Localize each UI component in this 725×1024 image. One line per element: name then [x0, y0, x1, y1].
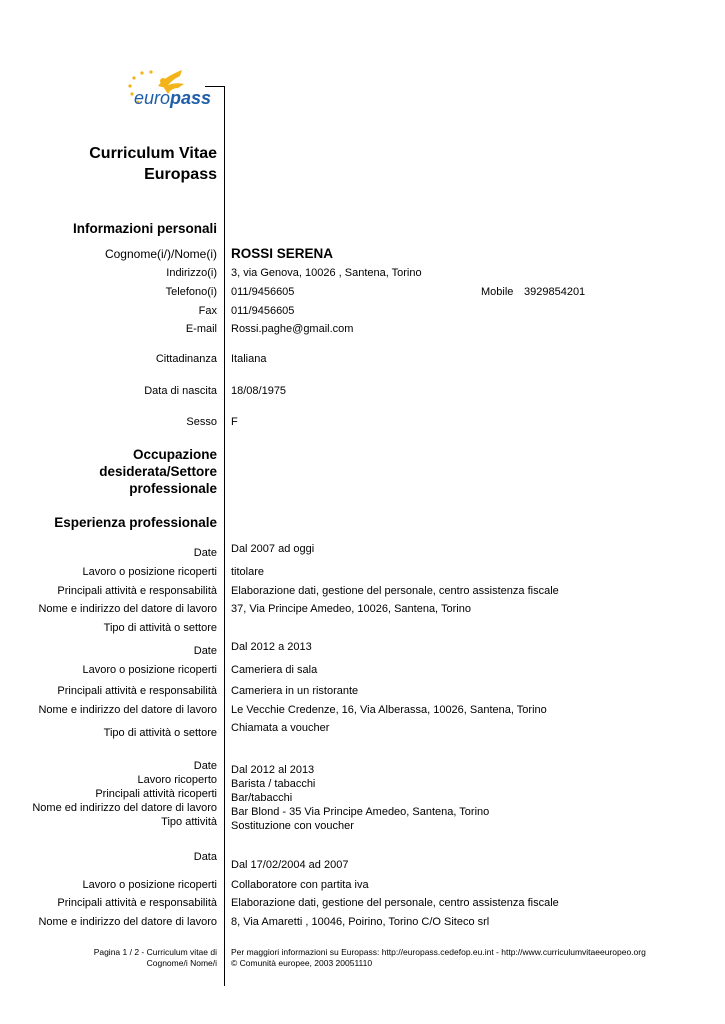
job4-tasks-label: Principali attività e responsabilità [57, 897, 217, 909]
job2-employer-value: Le Vecchie Credenze, 16, Via Alberassa, 10026, Santena, Torino [231, 704, 547, 716]
job4-role-label: Lavoro o posizione ricoperti [82, 879, 217, 891]
job3-tasks-value: Bar/tabacchi [231, 792, 293, 804]
job1-employer-value: 37, Via Principe Amedeo, 10026, Santena, Torino [231, 603, 471, 615]
europass-wordmark [134, 88, 211, 109]
birth-date-label: Data di nascita [144, 385, 217, 397]
job2-tasks-label: Principali attività e responsabilità [57, 685, 217, 697]
footer-links: Per maggiori informazioni su Europass: http://europass.cedefop.eu.int - http://www.curriculumvitaeeuropeo.org [231, 947, 646, 957]
sex-value: F [231, 416, 238, 428]
job1-role-value: titolare [231, 566, 265, 578]
title-line-2: Europass [144, 166, 217, 183]
logo-pass-text: pass [170, 88, 212, 108]
job1-tasks-label: Principali attività e responsabilità [57, 585, 217, 597]
job2-employer-label: Nome e indirizzo del datore di lavoro [38, 704, 217, 716]
job2-type-value: Chiamata a voucher [231, 722, 330, 734]
job1-date-label: Date [193, 547, 217, 559]
page-title [89, 143, 217, 185]
job1-tasks-value: Elaborazione dati, gestione del personale, centro assistenza fiscale [231, 585, 559, 597]
address-value: 3, via Genova, 10026 , Santena, Torino [231, 267, 422, 279]
address-label: Indirizzo(i) [166, 267, 217, 279]
email-value: Rossi.paghe@gmail.com [231, 323, 354, 335]
job4-employer-label: Nome e indirizzo del datore di lavoro [38, 916, 217, 928]
mobile-label: Mobile [481, 286, 514, 298]
job2-date-value: Dal 2012 a 2013 [231, 641, 312, 653]
footer-page-info: Pagina 1 / 2 - Curriculum vitae di [93, 947, 217, 957]
fax-value: 011/9456605 [231, 305, 295, 317]
job4-role-value: Collaboratore con partita iva [231, 879, 369, 891]
job3-tasks-label: Principali attività ricoperti [95, 788, 217, 800]
job4-tasks-value: Elaborazione dati, gestione del personale, centro assistenza fiscale [231, 897, 559, 909]
section-heading-experience: Esperienza professionale [54, 515, 217, 530]
job2-role-label: Lavoro o posizione ricoperti [82, 664, 217, 676]
job4-date-value: Dal 17/02/2004 ad 2007 [231, 859, 349, 871]
footer-right [231, 947, 646, 969]
job1-date-value: Dal 2007 ad oggi [231, 543, 315, 555]
citizenship-value: Italiana [231, 353, 267, 365]
footer-name-info: Cognome/i Nome/i [146, 958, 217, 968]
mobile-value: 3929854201 [524, 286, 586, 298]
job3-employer-value: Bar Blond - 35 Via Principe Amedeo, Santena, Torino [231, 806, 490, 818]
sex-label: Sesso [186, 416, 217, 428]
job2-date-label: Date [193, 645, 217, 657]
section-heading-occupation [99, 446, 217, 497]
job3-employer-label: Nome ed indirizzo del datore di lavoro [32, 802, 217, 814]
footer-left [94, 947, 217, 969]
job3-date-value: Dal 2012 al 2013 [231, 764, 315, 776]
job1-employer-label: Nome e indirizzo del datore di lavoro [38, 603, 217, 615]
section-heading-personal: Informazioni personali [72, 221, 217, 236]
occupation-line-1: Occupazione [132, 447, 217, 462]
name-value: ROSSI SERENA [231, 246, 334, 261]
citizenship-label: Cittadinanza [155, 353, 217, 365]
job3-role-value: Barista / tabacchi [231, 778, 316, 790]
phone-value: 011/9456605 [231, 286, 295, 298]
column-divider [224, 86, 225, 986]
job3-role-label: Lavoro ricoperto [137, 774, 217, 786]
job2-type-label: Tipo di attività o settore [103, 727, 217, 739]
occupation-line-2: desiderata/Settore [99, 464, 217, 479]
job1-role-label: Lavoro o posizione ricoperti [82, 566, 217, 578]
job3-date-label: Date [193, 760, 217, 772]
job4-employer-value: 8, Via Amaretti , 10046, Poirino, Torino C/O Siteco srl [231, 916, 490, 928]
job3-type-value: Sostituzione con voucher [231, 820, 354, 832]
title-line-1: Curriculum Vitae [89, 145, 217, 162]
job2-role-value: Cameriera di sala [231, 664, 318, 676]
job3-labels [32, 759, 217, 829]
job2-tasks-value: Cameriera in un ristorante [231, 685, 359, 697]
job3-values [231, 763, 489, 833]
logo-euro-text: euro [134, 88, 171, 108]
occupation-line-3: professionale [129, 481, 217, 496]
fax-label: Fax [198, 305, 217, 317]
email-label: E-mail [185, 323, 217, 335]
name-label: Cognome(i/)/Nome(i) [104, 247, 217, 261]
job4-date-label: Data [193, 851, 217, 863]
job1-type-label: Tipo di attività o settore [103, 622, 217, 634]
job3-type-label: Tipo attività [161, 816, 217, 828]
phone-label: Telefono(i) [165, 286, 217, 298]
birth-date-value: 18/08/1975 [231, 385, 287, 397]
footer-copyright: © Comunità europee, 2003 20051110 [231, 958, 373, 968]
